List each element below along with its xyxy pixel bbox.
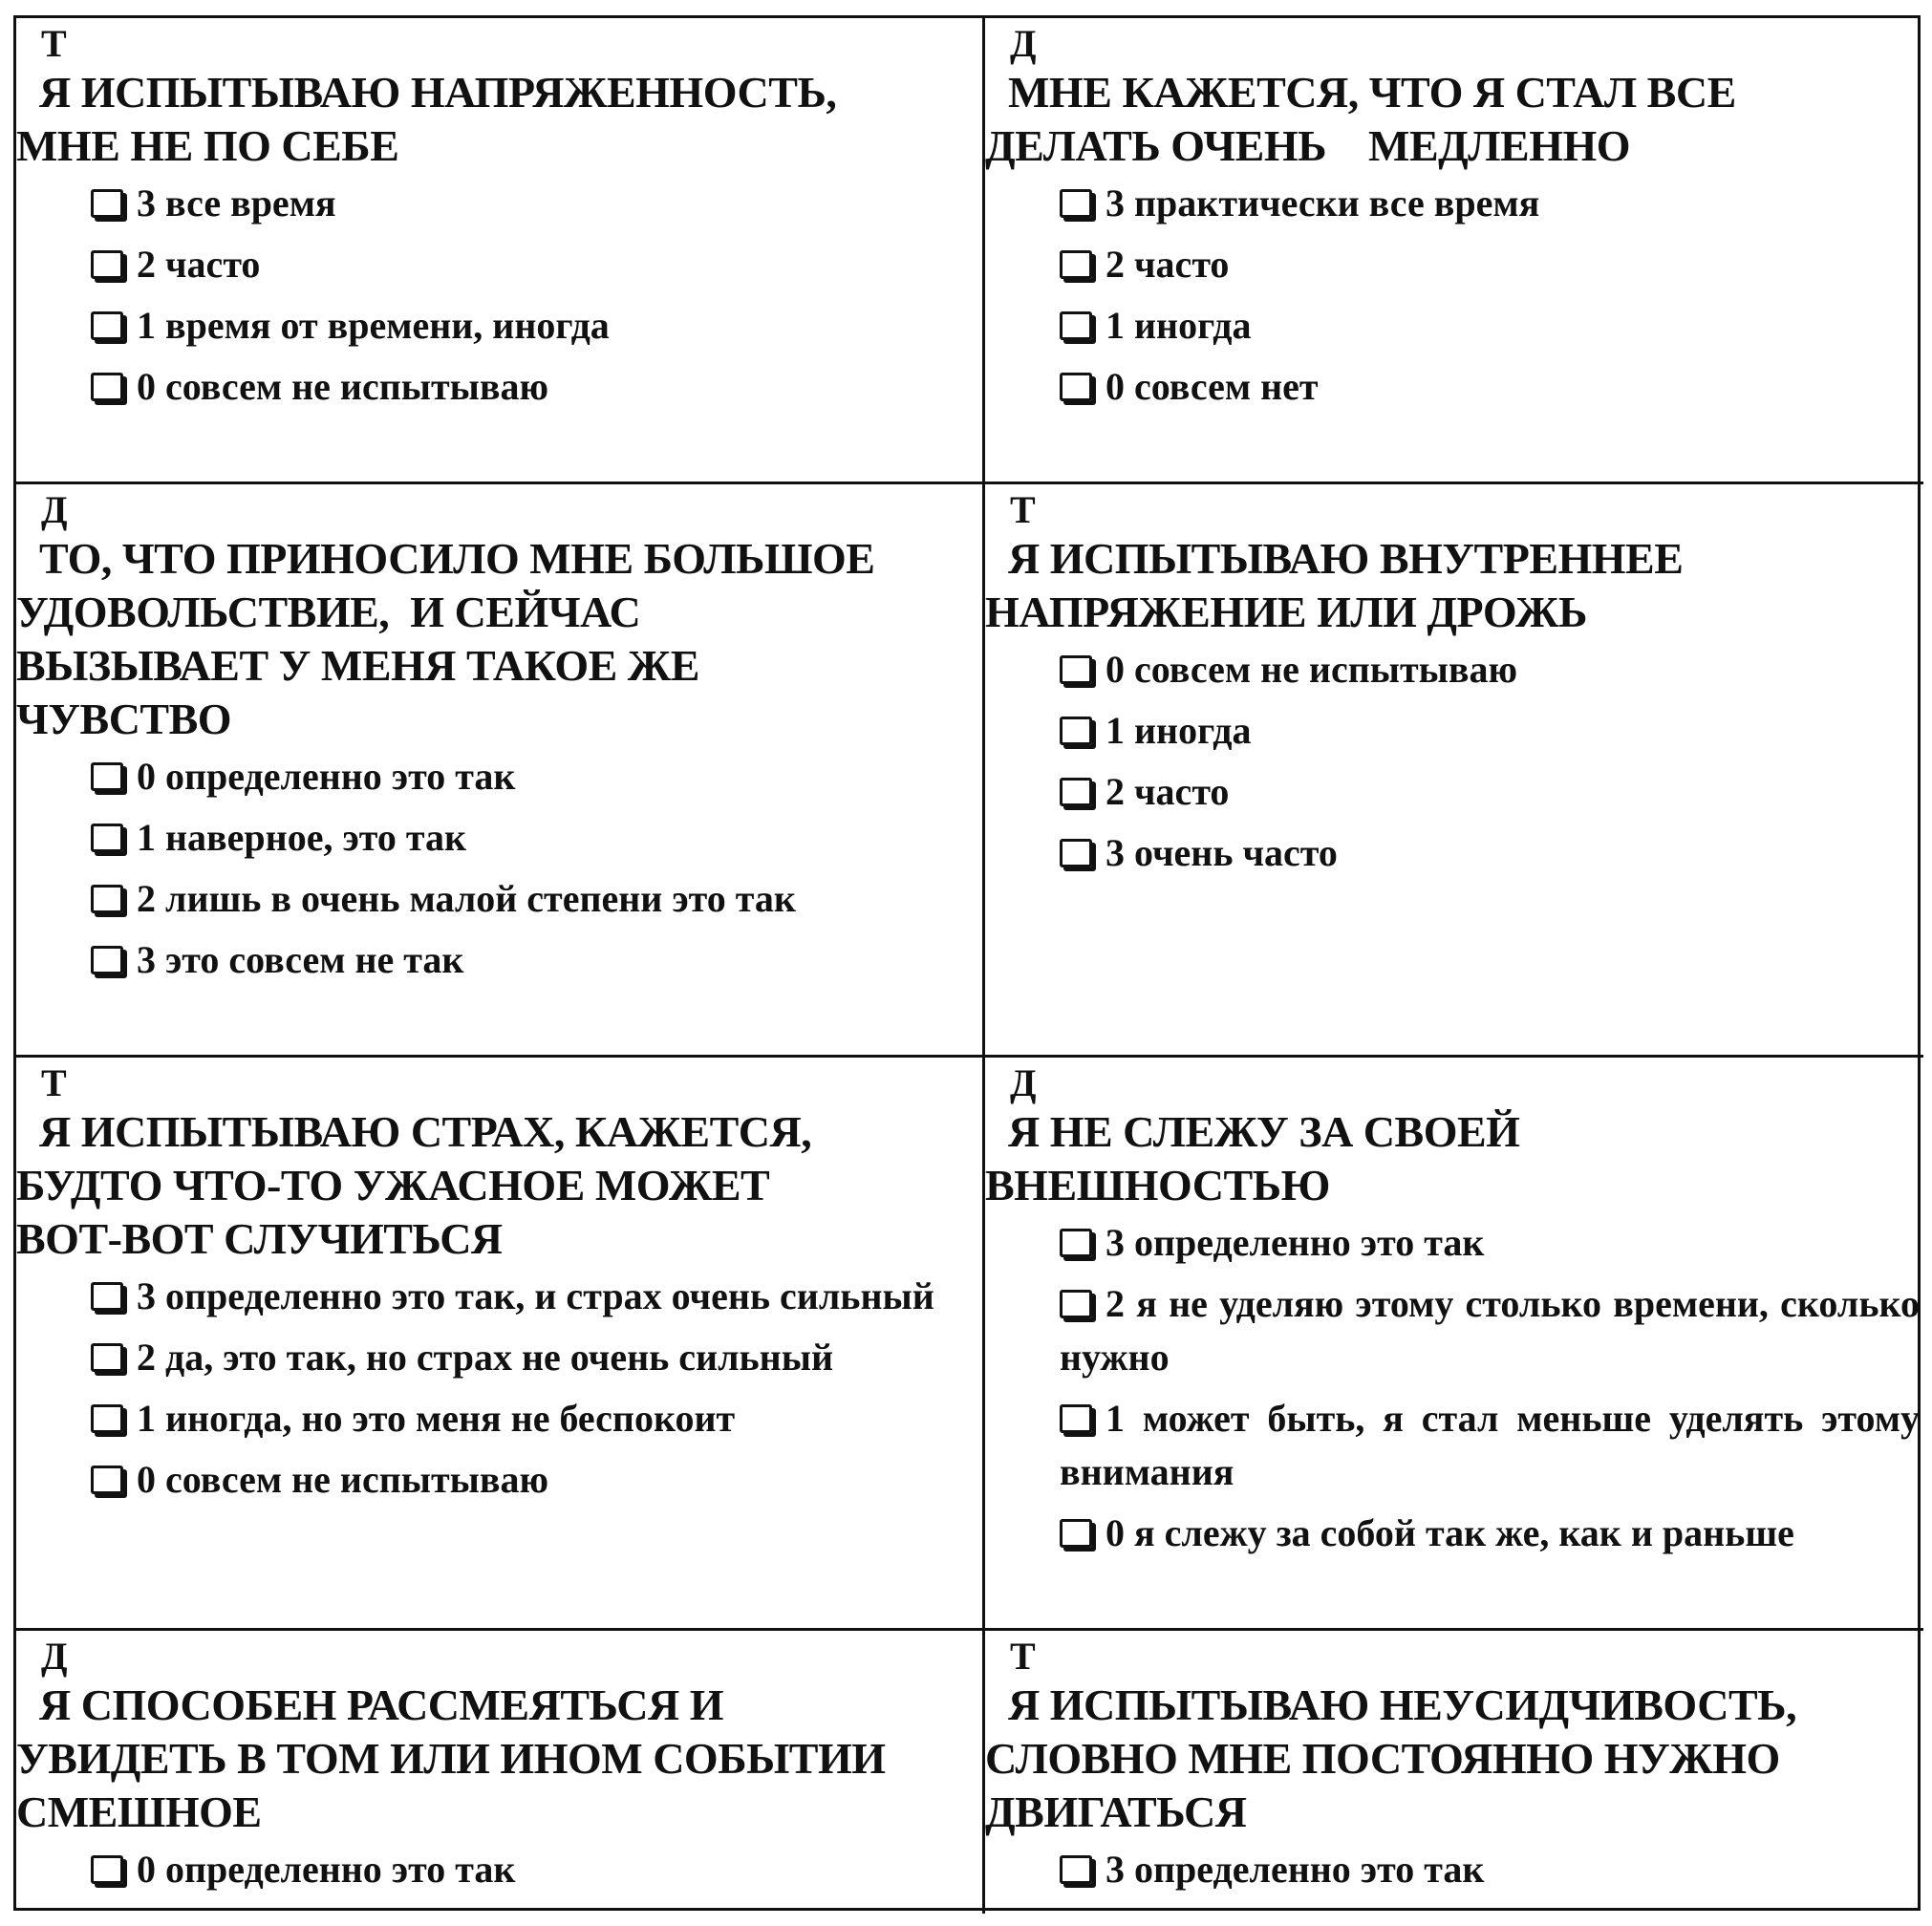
question-cell-8 (985, 1631, 1923, 1914)
question-text: ТО, ЧТО ПРИНОСИЛО МНЕ БОЛЬШОЕ УДОВОЛЬСТВИЕ, И СЕЙЧАС ВЫЗЫВАЕТ У МЕНЯ ТАКОЕ ЖЕ ЧУВСТВО (16, 534, 875, 743)
scale-tag: Т (41, 1061, 67, 1104)
checkbox-icon[interactable] (91, 373, 123, 401)
checkbox-icon[interactable] (91, 762, 123, 791)
question-text: Я ИСПЫТЫВАЮ НАПРЯЖЕННОСТЬ, МНЕ НЕ ПО СЕБЕ (16, 68, 837, 170)
checkbox-icon[interactable] (91, 250, 123, 279)
answer-option[interactable]: 1 иногда (1060, 704, 1920, 758)
checkbox-icon[interactable] (91, 189, 123, 218)
question-cell-7 (16, 1631, 985, 1914)
answer-options (985, 1843, 1923, 1896)
answer-options (16, 750, 982, 987)
answer-option[interactable]: 2 часто (1060, 765, 1920, 819)
answer-option[interactable]: 3 очень часто (1060, 826, 1920, 880)
question-cell-4 (985, 484, 1923, 1058)
answer-option[interactable]: 0 совсем не испытываю (91, 360, 978, 414)
answer-option[interactable]: 2 я не уделяю этому столько времени, сколько нужно (1060, 1282, 1920, 1379)
questionnaire-table (13, 15, 1921, 1911)
scale-tag: Д (1010, 1061, 1037, 1104)
answer-options (985, 1216, 1923, 1560)
answer-option[interactable]: 0 определенно это так (91, 750, 978, 803)
checkbox-icon[interactable] (91, 946, 123, 974)
answer-options (16, 1270, 982, 1507)
checkbox-icon[interactable] (91, 1855, 123, 1884)
answer-option[interactable]: 1 может быть, я стал меньше уделять этому внимания (1060, 1397, 1920, 1493)
answer-option[interactable]: 3 все время (91, 177, 978, 230)
checkbox-icon[interactable] (91, 311, 123, 340)
scale-tag: Т (41, 22, 67, 65)
checkbox-icon[interactable] (91, 1404, 123, 1433)
question-cell-2 (985, 18, 1923, 484)
question-cell-1 (16, 18, 985, 484)
scale-tag: Т (1010, 1635, 1036, 1678)
checkbox-icon[interactable] (1060, 1229, 1092, 1257)
answer-option[interactable]: 3 это совсем не так (91, 933, 978, 987)
question-text: Я ИСПЫТЫВАЮ ВНУТРЕННЕЕ НАПРЯЖЕНИЕ ИЛИ ДРОЖЬ (985, 534, 1684, 636)
checkbox-icon[interactable] (91, 885, 123, 913)
scale-tag: Д (1010, 22, 1037, 65)
answer-options (16, 1843, 982, 1896)
checkbox-icon[interactable] (1060, 189, 1092, 218)
answer-options (16, 177, 982, 414)
answer-option[interactable]: 1 иногда (1060, 299, 1920, 353)
answer-option[interactable]: 3 определенно это так (1060, 1216, 1920, 1270)
answer-option[interactable]: 3 практически все время (1060, 177, 1920, 230)
answer-option[interactable]: 3 определенно это так (1060, 1843, 1920, 1896)
checkbox-icon[interactable] (1060, 1404, 1092, 1433)
checkbox-icon[interactable] (1060, 839, 1092, 867)
question-text: Я НЕ СЛЕЖУ ЗА СВОЕЙ ВНЕШНОСТЬЮ (985, 1107, 1520, 1209)
answer-option[interactable]: 2 часто (1060, 238, 1920, 291)
question-text: Я ИСПЫТЫВАЮ СТРАХ, КАЖЕТСЯ, БУДТО ЧТО-ТО УЖАСНОЕ МОЖЕТ ВОТ-ВОТ СЛУЧИТЬСЯ (16, 1107, 812, 1263)
question-text: Я СПОСОБЕН РАССМЕЯТЬСЯ И УВИДЕТЬ В ТОМ ИЛИ ИНОМ СОБЫТИИ СМЕШНОЕ (16, 1680, 886, 1836)
answer-option[interactable]: 0 я слежу за собой так же, как и раньше (1060, 1507, 1920, 1560)
question-text: Я ИСПЫТЫВАЮ НЕУСИДЧИВОСТЬ, СЛОВНО МНЕ ПОСТОЯННО НУЖНО ДВИГАТЬСЯ (985, 1680, 1797, 1836)
question-cell-6 (985, 1058, 1923, 1631)
answer-option[interactable]: 1 наверное, это так (91, 811, 978, 865)
checkbox-icon[interactable] (1060, 717, 1092, 745)
checkbox-icon[interactable] (1060, 250, 1092, 279)
checkbox-icon[interactable] (91, 1343, 123, 1372)
answer-option[interactable]: 1 время от времени, иногда (91, 299, 978, 353)
checkbox-icon[interactable] (91, 824, 123, 852)
answer-option[interactable]: 0 определенно это так (91, 1843, 978, 1896)
checkbox-icon[interactable] (1060, 1519, 1092, 1548)
scale-tag: Д (41, 488, 68, 531)
answer-option[interactable]: 1 иногда, но это меня не беспокоит (91, 1392, 978, 1445)
checkbox-icon[interactable] (91, 1282, 123, 1311)
answer-option[interactable]: 0 совсем не испытываю (91, 1453, 978, 1507)
answer-options (985, 177, 1923, 414)
answer-option[interactable]: 3 определенно это так, и страх очень сильный (91, 1270, 978, 1323)
checkbox-icon[interactable] (91, 1466, 123, 1494)
checkbox-icon[interactable] (1060, 1290, 1092, 1318)
answer-options (985, 643, 1923, 880)
checkbox-icon[interactable] (1060, 778, 1092, 806)
question-text: МНЕ КАЖЕТСЯ, ЧТО Я СТАЛ ВСЕ ДЕЛАТЬ ОЧЕНЬ МЕДЛЕННО (985, 68, 1736, 170)
answer-option[interactable]: 0 совсем нет (1060, 360, 1920, 414)
checkbox-icon[interactable] (1060, 655, 1092, 684)
checkbox-icon[interactable] (1060, 373, 1092, 401)
answer-option[interactable]: 2 часто (91, 238, 978, 291)
scale-tag: Д (41, 1635, 68, 1678)
checkbox-icon[interactable] (1060, 1855, 1092, 1884)
scale-tag: Т (1010, 488, 1036, 531)
checkbox-icon[interactable] (1060, 311, 1092, 340)
answer-option[interactable]: 2 да, это так, но страх не очень сильный (91, 1331, 978, 1384)
question-cell-3 (16, 484, 985, 1058)
answer-option[interactable]: 2 лишь в очень малой степени это так (91, 872, 978, 926)
answer-option[interactable]: 0 совсем не испытываю (1060, 643, 1920, 696)
question-cell-5 (16, 1058, 985, 1631)
